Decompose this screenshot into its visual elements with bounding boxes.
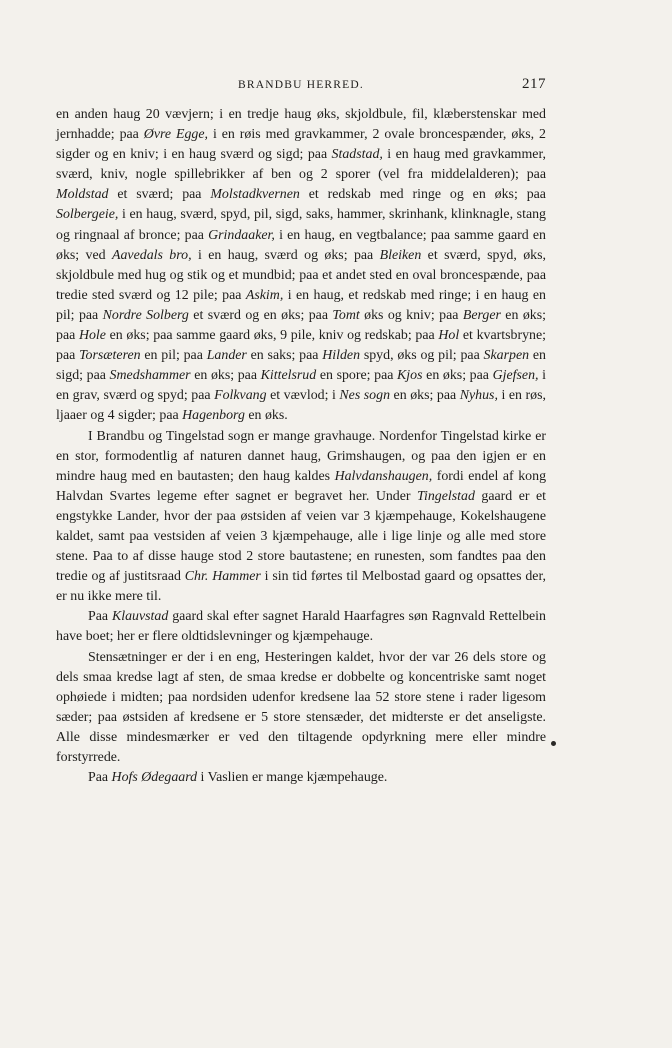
place-name: Kjos xyxy=(397,368,423,384)
text-run: fordi endel af kong Halvdan Svartes legeme efter sagnet er begravet her. Under xyxy=(56,468,547,504)
place-name: Skarpen xyxy=(483,348,530,364)
place-name: Hol xyxy=(438,328,460,344)
place-name: Tomt xyxy=(332,307,360,323)
text-run: I Brandbu og Tingelstad sogn er mange gravhauge. Nordenfor Tingelstad kirke er en stor, formodentlig af naturen dannet haug, Grimshaugen, og paa den igjen er en mindre haug med en bautasten; den haug kaldes xyxy=(56,428,546,484)
text-run: i en haug, sværd, spyd, pil, sigd, saks, hammer, skrinhank, klinknagle, stang og ringnaal af bronce; paa xyxy=(56,207,546,243)
place-name: Solbergeie, xyxy=(56,207,119,223)
text-run: et redskab med ringe og en øks; paa xyxy=(299,187,546,203)
text-run: en pil; paa xyxy=(140,348,207,364)
page-number: 217 xyxy=(522,76,546,92)
place-name: Askim, xyxy=(245,287,284,303)
place-name: Hagenborg xyxy=(182,408,245,424)
place-name: Halvdanshaugen, xyxy=(334,468,433,484)
text-run: i en haug, et redskab med ringe; i en haug en pil; paa xyxy=(56,287,546,323)
text-run: en anden haug 20 vævjern; i en tredje haug øks, skjoldbule, fil, klæberstenskar med jernhadde; paa xyxy=(56,107,546,143)
paragraph-stenssaetninger xyxy=(56,648,546,769)
text-run: en sigd; paa xyxy=(56,348,546,384)
text-run: i en røis med gravkammer, 2 ovale broncespænder, øks, 2 sigder og en kniv; i en haug sværd og sigd; paa xyxy=(56,127,546,163)
place-name: Hilden xyxy=(322,348,361,364)
text-run: i sin tid førtes til Melbostad gaard og opsattes der, er nu ikke mere til. xyxy=(56,569,546,605)
margin-speck xyxy=(551,741,556,746)
place-name: Nyhus, xyxy=(459,388,498,404)
text-run: øks og kniv; paa xyxy=(359,307,463,323)
place-name: Klauvstad xyxy=(111,609,169,625)
place-name: Chr. Hammer xyxy=(184,569,261,585)
text-run: et kvartsbryne; paa xyxy=(56,328,547,364)
text-run: en saks; paa xyxy=(246,348,323,364)
place-name: Grindaaker, xyxy=(208,227,275,243)
place-name: Bleiken xyxy=(379,247,422,263)
text-run: Stensætninger er der i en eng, Hesteringen kaldet, hvor der var 26 dels store og dels smaa kredse lagt af sten, de smaa kredse er dobbelte og koncentriske samt noget ophøiede i midten; paa nordsiden udenfor kredsene laa 52 store stene i rader ligesom sæder; paa østsiden af kredsene er 5 store stensæder, det midterste er det anseligste. Alle disse mindesmærker er ved den tiltagende opdyrkning mere eller mindre forstyrrede. xyxy=(56,649,546,765)
text-run: Paa xyxy=(88,770,112,786)
place-name: Kittelsrud xyxy=(260,368,317,384)
place-name: Lander xyxy=(206,348,247,364)
paragraph-klauvstad xyxy=(56,607,546,647)
text-run: i en haug, sværd og øks; paa xyxy=(191,247,380,263)
text-run: gaard er et engstykke Lander, hvor der paa østsiden af veien var 3 kjæmpehauge, Kokelshaugene kaldet, samt paa vestsiden af veien 3 kjæmpehauge, alle i lige linje og alle med store stene. Paa to af disse hauge stod 2 store bautastene; en runesten, som fandtes paa den tredie og af justitsraad xyxy=(56,488,546,585)
text-run: i en haug, en vegtbalance; paa samme gaard en øks; ved xyxy=(56,227,546,263)
place-name: Tingelstad xyxy=(417,488,475,504)
text-run: i en røs, ljaaer og 4 sigder; paa xyxy=(56,388,546,424)
text-run: spyd, øks og pil; paa xyxy=(360,348,484,364)
place-name: Hole xyxy=(78,328,106,344)
text-run: et vævlod; i xyxy=(266,388,340,404)
text-run: en øks. xyxy=(244,408,288,424)
text-run: en øks; paa xyxy=(190,368,261,384)
text-run: Paa xyxy=(88,609,112,625)
body-text xyxy=(56,105,546,788)
text-run: et sværd og en øks; paa xyxy=(188,307,333,323)
paragraph-hofs-odegaard xyxy=(56,768,546,788)
place-name: Molstadkvernen xyxy=(210,187,300,203)
text-run: et sværd; paa xyxy=(108,187,211,203)
place-name: Torsæteren xyxy=(79,348,141,364)
paragraph-finds-list xyxy=(56,105,546,427)
text-run: i Vaslien er mange kjæmpehauge. xyxy=(197,770,388,786)
place-name: Nordre Solberg xyxy=(102,307,189,323)
text-run: i en grav, sværd og spyd; paa xyxy=(56,368,546,404)
place-name: Moldstad xyxy=(56,187,109,203)
running-head: BRANDBU HERRED. xyxy=(238,79,364,91)
text-run: gaard skal efter sagnet Harald Haarfagres søn Ragnvald Rettelbein have boet; her er flere oldtidslevninger og kjæmpehauge. xyxy=(56,609,546,645)
paragraph-gravhauge xyxy=(56,427,546,608)
place-name: Folkvang xyxy=(214,388,267,404)
place-name: Stadstad, xyxy=(331,147,383,163)
text-run: en øks; paa xyxy=(422,368,493,384)
text-run: et sværd, spyd, øks, skjoldbule med hug og stik og et mundbid; paa et andet sted en oval broncespænde, paa tredie sted sværd og 12 pile; paa xyxy=(56,247,546,303)
text-run: en spore; paa xyxy=(316,368,398,384)
text-run: i en haug med gravkammer, sværd, kniv, nogle spillebrikker af ben og 2 sporer (vel fra middelalderen); paa xyxy=(56,147,547,183)
place-name: Hofs Ødegaard xyxy=(111,770,198,786)
place-name: Nes sogn xyxy=(339,388,391,404)
place-name: Øvre Egge, xyxy=(143,127,208,143)
text-run: en øks; paa xyxy=(56,307,546,344)
place-name: Smedshammer xyxy=(109,368,191,384)
page-header xyxy=(56,77,546,95)
text-run: en øks; paa samme gaard øks, 9 pile, kniv og redskab; paa xyxy=(105,328,439,344)
text-run: en øks; paa xyxy=(390,388,460,404)
place-name: Aavedals bro, xyxy=(112,247,192,263)
place-name: Berger xyxy=(462,307,501,323)
place-name: Gjefsen, xyxy=(492,368,539,384)
